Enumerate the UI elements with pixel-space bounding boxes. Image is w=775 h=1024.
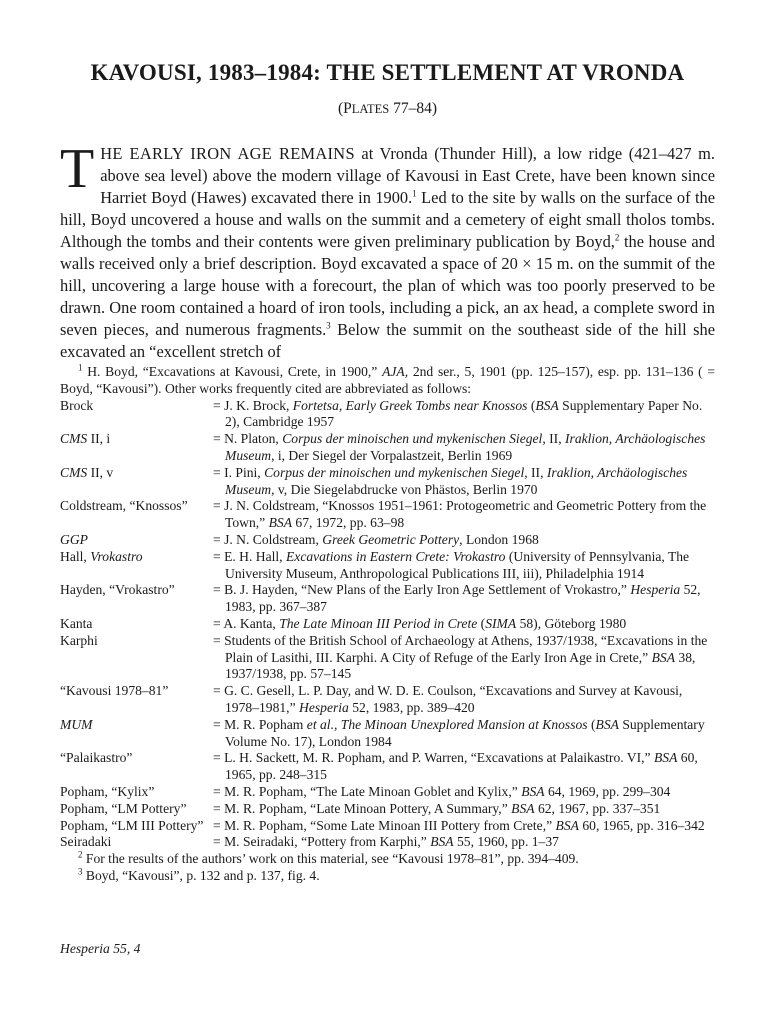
footnote-italic: AJA, bbox=[382, 364, 409, 379]
journal-folio: Hesperia 55, 4 bbox=[60, 941, 141, 956]
abbreviation-key: “Kavousi 1978–81” bbox=[60, 683, 169, 699]
footnote-1 bbox=[60, 364, 715, 398]
abbreviation-row bbox=[60, 683, 715, 717]
abbreviation-citation: = G. C. Gesell, L. P. Day, and W. D. E. Coulson, “Excavations and Survey at Kavousi, 1978–1981,” Hesperia 52, 1983, pp. 389–420 bbox=[213, 683, 683, 715]
abbreviation-row bbox=[60, 549, 715, 583]
footnote-2 bbox=[60, 851, 715, 868]
footnote-number: 3 bbox=[78, 866, 83, 877]
abbreviation-key: CMS II, i bbox=[60, 431, 111, 447]
abbreviation-row bbox=[60, 582, 715, 616]
abbreviation-row bbox=[60, 801, 715, 818]
footnote-number: 1 bbox=[78, 362, 83, 373]
footnote-text: For the results of the authors’ work on this material, see “Kavousi 1978–81”, pp. 394–409. bbox=[82, 851, 579, 867]
abbreviation-key: Popham, “LM Pottery” bbox=[60, 800, 187, 816]
abbreviation-row bbox=[60, 616, 715, 633]
abbreviation-citation: = M. R. Popham, “Late Minoan Pottery, A Summary,” BSA 62, 1967, pp. 337–351 bbox=[213, 800, 661, 816]
article-title: KAVOUSI, 1983–1984: THE SETTLEMENT AT VRONDA bbox=[90, 60, 685, 85]
abbreviation-citation: = N. Platon, Corpus der minoischen und mykenischen Siegel, II, Iraklion, Archäologisches Museum, i, Der Siegel der Vorpalastzeit, Berlin 1969 bbox=[213, 431, 706, 463]
footnote-text: Boyd, “Kavousi”, p. 132 and p. 137, fig. 4. bbox=[82, 867, 320, 883]
abbreviation-citation: = L. H. Sackett, M. R. Popham, and P. Warren, “Excavations at Palaikastro. VI,” BSA 60, 1965, pp. 248–315 bbox=[213, 750, 698, 783]
abbreviation-citation: = I. Pini, Corpus der minoischen und mykenischen Siegel, II, Iraklion, Archäologisches Museum, v, Die Siegelabdrucke von Phästos, Berlin 1970 bbox=[213, 464, 688, 497]
lead-small-caps: HE EARLY IRON AGE REMAINS bbox=[100, 144, 355, 163]
footnote-text: H. Boyd, “Excavations at Kavousi, Crete, in 1900,” bbox=[82, 364, 383, 379]
abbreviation-citation: = Students of the British School of Archaeology at Athens, 1937/1938, “Excavations in the Plain of Lasithi, III. Karphi. A City of Refuge of the Early Iron Age in Crete,” BSA 38, 1937/1938, pp. 57–145 bbox=[213, 632, 708, 682]
article-page bbox=[60, 58, 715, 885]
abbreviation-citation: = B. J. Hayden, “New Plans of the Early Iron Age Settlement of Vrokastro,” Hesperia 52, 1983, pp. 367–387 bbox=[213, 582, 701, 615]
body-text-3: the house and walls received only a brief description. Boyd excavated a space of 20 × 15 m. on the summit of the hill, uncovering a large house with a forecourt, the plan of which was too poorly preserved to be drawn. One room contained a hoard of iron tools, including a pick, an ax head, a complete sword in seven pieces, and numerous fragments. bbox=[60, 232, 715, 339]
abbreviation-row bbox=[60, 431, 715, 465]
footnote-ref-3[interactable]: 3 bbox=[326, 320, 331, 331]
abbreviation-citation: = J. N. Coldstream, “Knossos 1951–1961: Protogeometric and Geometric Pottery from the Town,” BSA 67, 1972, pp. 63–98 bbox=[213, 498, 707, 531]
abbreviation-key: “Palaikastro” bbox=[60, 750, 133, 766]
abbreviation-key: Karphi bbox=[60, 632, 98, 648]
abbreviation-row bbox=[60, 498, 715, 532]
abbreviation-citation: = E. H. Hall, Excavations in Eastern Crete: Vrokastro (University of Pennsylvania, The University Museum, Anthropological Publications III, iii), Philadelphia 1914 bbox=[213, 548, 690, 581]
abbreviation-key: Hall, Vrokastro bbox=[60, 548, 143, 564]
plates-reference: (PLATES 77–84) bbox=[337, 100, 438, 117]
body-text-2: Led to the site by walls on the surface of the hill, Boyd uncovered a house and walls on the summit and a cemetery of eight small tholos tombs. Although the tombs and their contents were given preliminary publication by Boyd, bbox=[60, 188, 715, 251]
footnotes bbox=[60, 364, 715, 885]
abbreviation-row bbox=[60, 834, 715, 851]
body-text-1: at Vronda (Thunder Hill), a low ridge (421–427 m. above sea level) above the modern village of Kavousi in East Crete, have been known since Harriet Boyd (Hawes) excavated there in 1900. bbox=[100, 144, 715, 207]
body-paragraph bbox=[60, 138, 715, 363]
body-text-4: Below the summit on the southeast side of the hill she excavated an “excellent stretch of bbox=[60, 320, 715, 361]
footnote-text: 2nd ser., 5, 1901 (pp. 125–157), esp. pp. 131–136 ( = Boyd, “Kavousi”). Other works frequently cited are abbreviated as follows: bbox=[60, 364, 715, 396]
abbreviation-citation: = M. R. Popham, “Some Late Minoan III Pottery from Crete,” BSA 60, 1965, pp. 316–342 bbox=[213, 817, 705, 833]
abbreviation-key: Seiradaki bbox=[60, 834, 112, 850]
abbreviation-key: Popham, “LM III Pottery” bbox=[60, 817, 204, 833]
abbreviation-row bbox=[60, 750, 715, 784]
abbreviation-row bbox=[60, 717, 715, 751]
abbreviation-key: MUM bbox=[60, 716, 93, 732]
abbreviation-key: Kanta bbox=[60, 615, 93, 631]
footnote-number: 2 bbox=[78, 849, 83, 860]
footnote-3 bbox=[60, 868, 715, 885]
abbreviation-list bbox=[60, 398, 715, 852]
abbreviation-row bbox=[60, 398, 715, 432]
abbreviation-citation: = J. N. Coldstream, Greek Geometric Pottery, London 1968 bbox=[213, 531, 539, 547]
abbreviation-key: Hayden, “Vrokastro” bbox=[60, 582, 175, 598]
abbreviation-citation: = M. R. Popham et al., The Minoan Unexplored Mansion at Knossos (BSA Supplementary Volume No. 17), London 1984 bbox=[213, 716, 705, 749]
abbreviation-citation: = M. R. Popham, “The Late Minoan Goblet and Kylix,” BSA 64, 1969, pp. 299–304 bbox=[213, 783, 671, 799]
abbreviation-row bbox=[60, 818, 715, 835]
abbreviation-key: Brock bbox=[60, 397, 94, 413]
abbreviation-citation: = M. Seiradaki, “Pottery from Karphi,” BSA 55, 1960, pp. 1–37 bbox=[213, 834, 559, 850]
drop-cap: T bbox=[60, 138, 95, 200]
abbreviation-row bbox=[60, 784, 715, 801]
abbreviation-citation: = J. K. Brock, Fortetsa, Early Greek Tombs near Knossos (BSA Supplementary Paper No. 2), Cambridge 1957 bbox=[213, 397, 703, 430]
abbreviation-key: GGP bbox=[60, 531, 88, 547]
abbreviation-citation: = A. Kanta, The Late Minoan III Period in Crete (SIMA 58), Göteborg 1980 bbox=[213, 615, 627, 631]
abbreviation-key: Coldstream, “Knossos” bbox=[60, 498, 188, 514]
abbreviation-key: CMS II, v bbox=[60, 464, 114, 480]
abbreviation-row bbox=[60, 465, 715, 499]
footnote-ref-1[interactable]: 1 bbox=[412, 188, 417, 199]
footnote-ref-2[interactable]: 2 bbox=[614, 232, 620, 243]
abbreviation-row bbox=[60, 633, 715, 683]
abbreviation-row bbox=[60, 532, 715, 549]
abbreviation-key: Popham, “Kylix” bbox=[60, 783, 155, 799]
